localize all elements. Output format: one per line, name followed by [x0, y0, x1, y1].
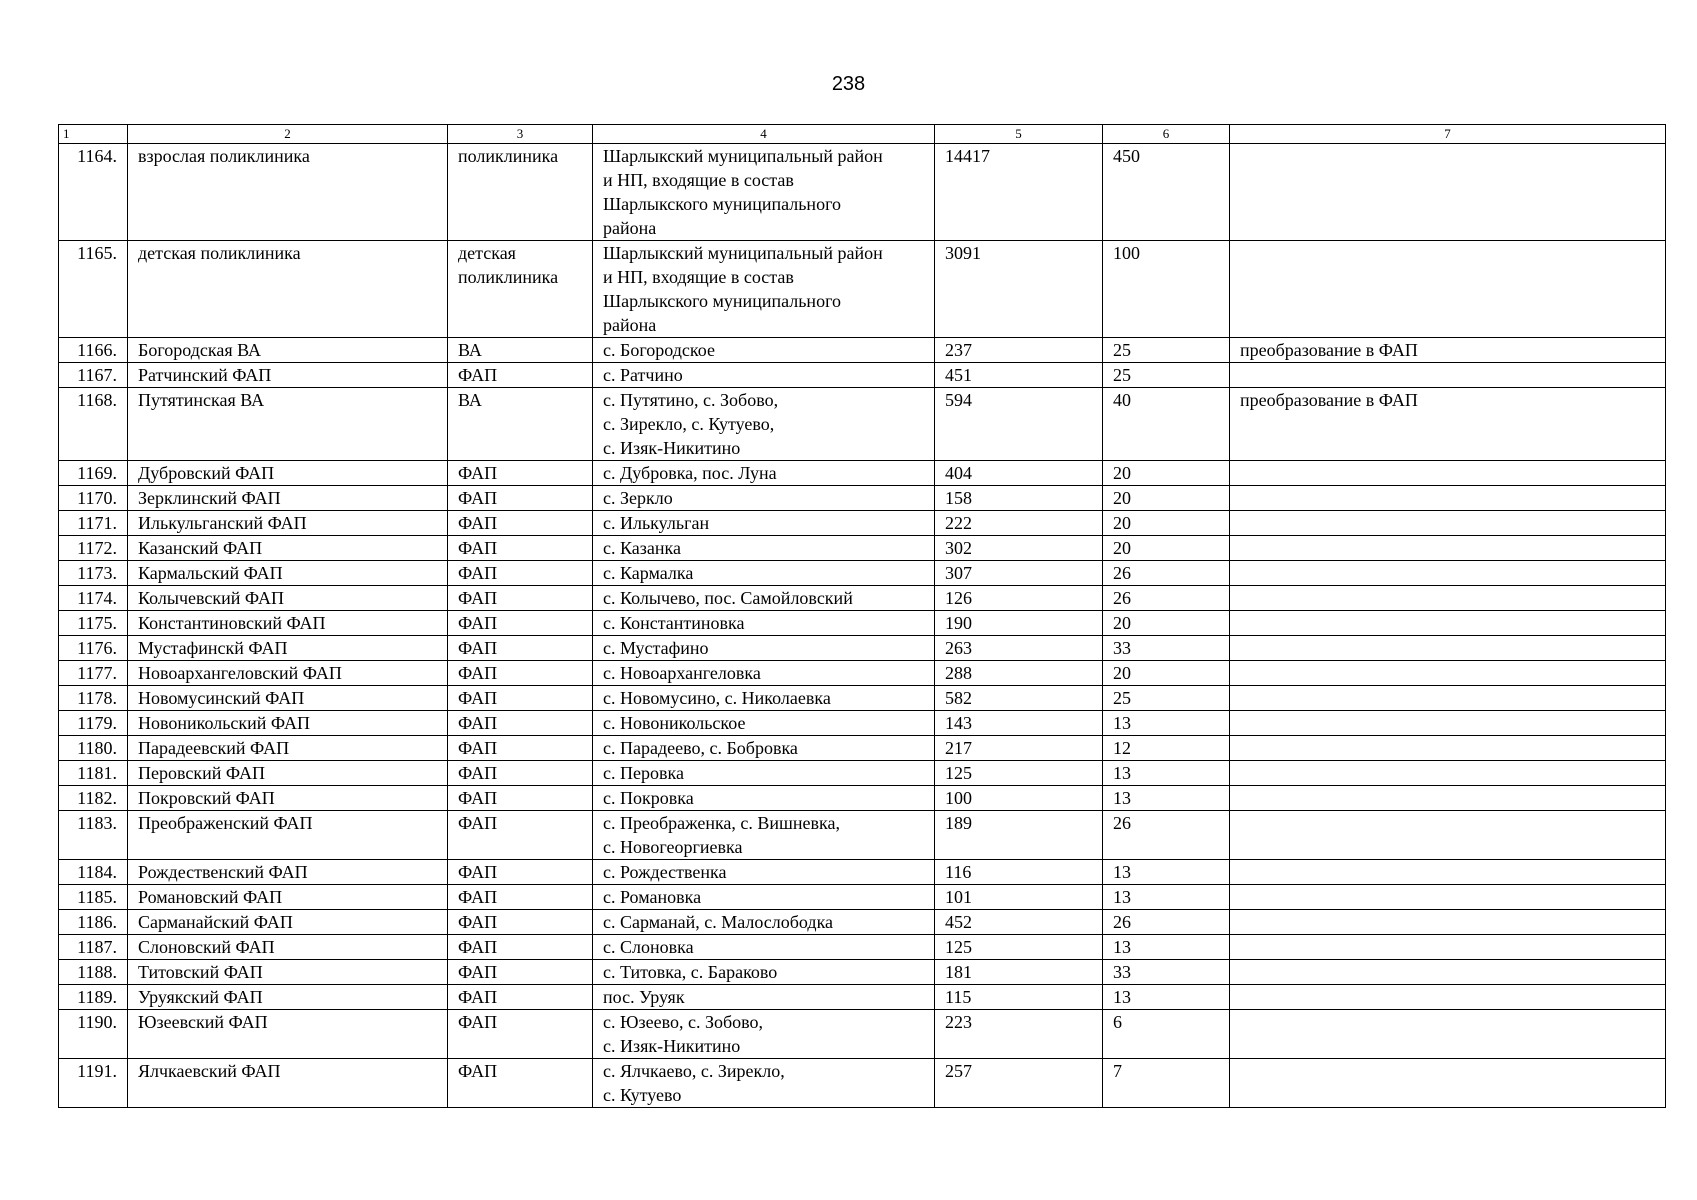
- row-number-cell: 1189.: [59, 985, 128, 1010]
- row-number-cell: 1178.: [59, 686, 128, 711]
- facility-name-cell: Романовский ФАП: [128, 885, 448, 910]
- population-cell: 223: [935, 1010, 1103, 1059]
- service-area-cell: пос. Уруяк: [593, 985, 935, 1010]
- note-cell: [1230, 661, 1666, 686]
- table-row: [59, 388, 1666, 461]
- service-area-cell: Шарлыкский муниципальный район и НП, входящие в состав Шарлыкского муниципального района: [593, 241, 935, 338]
- note-cell: [1230, 761, 1666, 786]
- capacity-cell: 13: [1103, 885, 1230, 910]
- note-cell: [1230, 736, 1666, 761]
- capacity-cell: 13: [1103, 786, 1230, 811]
- population-cell: 307: [935, 561, 1103, 586]
- row-number-cell: 1174.: [59, 586, 128, 611]
- service-area-cell: с. Илькульган: [593, 511, 935, 536]
- service-area-cell: с. Дубровка, пос. Луна: [593, 461, 935, 486]
- facility-name-cell: Новоникольский ФАП: [128, 711, 448, 736]
- table-row: [59, 885, 1666, 910]
- table-row: [59, 960, 1666, 985]
- service-area-cell: с. Сарманай, с. Малослободка: [593, 910, 935, 935]
- note-cell: [1230, 935, 1666, 960]
- column-number-row: [59, 125, 1666, 144]
- note-cell: [1230, 686, 1666, 711]
- column-header-2: 2: [128, 125, 448, 144]
- row-number-cell: 1184.: [59, 860, 128, 885]
- note-cell: [1230, 711, 1666, 736]
- service-area-cell: с. Зеркло: [593, 486, 935, 511]
- facility-name-cell: Преображенский ФАП: [128, 811, 448, 860]
- facility-type-cell: ФАП: [448, 686, 593, 711]
- capacity-cell: 20: [1103, 536, 1230, 561]
- service-area-cell: с. Новоархангеловка: [593, 661, 935, 686]
- note-cell: [1230, 241, 1666, 338]
- capacity-cell: 13: [1103, 860, 1230, 885]
- note-cell: [1230, 144, 1666, 241]
- row-number-cell: 1170.: [59, 486, 128, 511]
- table-row: [59, 1010, 1666, 1059]
- row-number-cell: 1191.: [59, 1059, 128, 1108]
- facility-type-cell: ФАП: [448, 611, 593, 636]
- table-row: [59, 935, 1666, 960]
- table-row: [59, 711, 1666, 736]
- note-cell: [1230, 910, 1666, 935]
- row-number-cell: 1167.: [59, 363, 128, 388]
- service-area-cell: с. Колычево, пос. Самойловский: [593, 586, 935, 611]
- facility-type-cell: ФАП: [448, 536, 593, 561]
- facility-name-cell: Парадеевский ФАП: [128, 736, 448, 761]
- service-area-cell: с. Кармалка: [593, 561, 935, 586]
- row-number-cell: 1166.: [59, 338, 128, 363]
- capacity-cell: 20: [1103, 611, 1230, 636]
- service-area-cell: с. Титовка, с. Бараково: [593, 960, 935, 985]
- note-cell: [1230, 960, 1666, 985]
- population-cell: 143: [935, 711, 1103, 736]
- table-row: [59, 661, 1666, 686]
- row-number-cell: 1182.: [59, 786, 128, 811]
- row-number-cell: 1177.: [59, 661, 128, 686]
- facility-type-cell: ФАП: [448, 935, 593, 960]
- population-cell: 190: [935, 611, 1103, 636]
- facility-type-cell: ФАП: [448, 1059, 593, 1108]
- table-row: [59, 536, 1666, 561]
- population-cell: 257: [935, 1059, 1103, 1108]
- population-cell: 217: [935, 736, 1103, 761]
- table-row: [59, 586, 1666, 611]
- facility-type-cell: детская поликлиника: [448, 241, 593, 338]
- table-row: [59, 611, 1666, 636]
- service-area-cell: с. Юзеево, с. Зобово, с. Изяк-Никитино: [593, 1010, 935, 1059]
- service-area-cell: с. Путятино, с. Зобово, с. Зирекло, с. Кутуево, с. Изяк-Никитино: [593, 388, 935, 461]
- row-number-cell: 1176.: [59, 636, 128, 661]
- capacity-cell: 450: [1103, 144, 1230, 241]
- note-cell: [1230, 536, 1666, 561]
- facility-type-cell: ФАП: [448, 461, 593, 486]
- table-row: [59, 860, 1666, 885]
- population-cell: 125: [935, 761, 1103, 786]
- facility-name-cell: Казанский ФАП: [128, 536, 448, 561]
- service-area-cell: с. Перовка: [593, 761, 935, 786]
- service-area-cell: с. Богородское: [593, 338, 935, 363]
- facility-type-cell: ФАП: [448, 711, 593, 736]
- row-number-cell: 1169.: [59, 461, 128, 486]
- facility-type-cell: ФАП: [448, 860, 593, 885]
- row-number-cell: 1173.: [59, 561, 128, 586]
- table-row: [59, 736, 1666, 761]
- capacity-cell: 26: [1103, 811, 1230, 860]
- service-area-cell: с. Новомусино, с. Николаевка: [593, 686, 935, 711]
- table-row: [59, 338, 1666, 363]
- facility-type-cell: ФАП: [448, 363, 593, 388]
- population-cell: 126: [935, 586, 1103, 611]
- row-number-cell: 1172.: [59, 536, 128, 561]
- facility-type-cell: ВА: [448, 388, 593, 461]
- population-cell: 288: [935, 661, 1103, 686]
- facility-name-cell: Ялчкаевский ФАП: [128, 1059, 448, 1108]
- row-number-cell: 1190.: [59, 1010, 128, 1059]
- note-cell: [1230, 611, 1666, 636]
- facility-name-cell: Кармальский ФАП: [128, 561, 448, 586]
- facility-name-cell: Зерклинский ФАП: [128, 486, 448, 511]
- note-cell: [1230, 511, 1666, 536]
- column-header-7: 7: [1230, 125, 1666, 144]
- note-cell: [1230, 1059, 1666, 1108]
- row-number-cell: 1171.: [59, 511, 128, 536]
- capacity-cell: 13: [1103, 711, 1230, 736]
- note-cell: [1230, 885, 1666, 910]
- row-number-cell: 1180.: [59, 736, 128, 761]
- table-row: [59, 910, 1666, 935]
- facility-name-cell: Перовский ФАП: [128, 761, 448, 786]
- facility-name-cell: Богородская ВА: [128, 338, 448, 363]
- service-area-cell: с. Ялчкаево, с. Зирекло, с. Кутуево: [593, 1059, 935, 1108]
- table-row: [59, 241, 1666, 338]
- population-cell: 181: [935, 960, 1103, 985]
- note-cell: [1230, 1010, 1666, 1059]
- row-number-cell: 1168.: [59, 388, 128, 461]
- note-cell: [1230, 636, 1666, 661]
- note-cell: преобразование в ФАП: [1230, 388, 1666, 461]
- capacity-cell: 6: [1103, 1010, 1230, 1059]
- capacity-cell: 40: [1103, 388, 1230, 461]
- facility-type-cell: ФАП: [448, 736, 593, 761]
- table-row: [59, 486, 1666, 511]
- population-cell: 222: [935, 511, 1103, 536]
- facility-name-cell: Константиновский ФАП: [128, 611, 448, 636]
- capacity-cell: 13: [1103, 985, 1230, 1010]
- capacity-cell: 7: [1103, 1059, 1230, 1108]
- row-number-cell: 1165.: [59, 241, 128, 338]
- capacity-cell: 25: [1103, 686, 1230, 711]
- column-header-5: 5: [935, 125, 1103, 144]
- table-row: [59, 786, 1666, 811]
- facility-name-cell: Титовский ФАП: [128, 960, 448, 985]
- service-area-cell: с. Преображенка, с. Вишневка, с. Новогеоргиевка: [593, 811, 935, 860]
- population-cell: 158: [935, 486, 1103, 511]
- table-body: [59, 144, 1666, 1108]
- facility-name-cell: Колычевский ФАП: [128, 586, 448, 611]
- population-cell: 302: [935, 536, 1103, 561]
- population-cell: 404: [935, 461, 1103, 486]
- table-row: [59, 561, 1666, 586]
- facility-name-cell: Покровский ФАП: [128, 786, 448, 811]
- facility-type-cell: ФАП: [448, 910, 593, 935]
- facility-type-cell: ФАП: [448, 511, 593, 536]
- capacity-cell: 20: [1103, 461, 1230, 486]
- row-number-cell: 1187.: [59, 935, 128, 960]
- facility-name-cell: Новоархангеловский ФАП: [128, 661, 448, 686]
- facility-name-cell: Илькульганский ФАП: [128, 511, 448, 536]
- facility-type-cell: ФАП: [448, 811, 593, 860]
- column-header-3: 3: [448, 125, 593, 144]
- capacity-cell: 26: [1103, 910, 1230, 935]
- capacity-cell: 20: [1103, 486, 1230, 511]
- capacity-cell: 25: [1103, 338, 1230, 363]
- table-row: [59, 985, 1666, 1010]
- facility-type-cell: ФАП: [448, 1010, 593, 1059]
- capacity-cell: 33: [1103, 960, 1230, 985]
- facility-type-cell: ФАП: [448, 885, 593, 910]
- table-row: [59, 811, 1666, 860]
- capacity-cell: 26: [1103, 561, 1230, 586]
- capacity-cell: 33: [1103, 636, 1230, 661]
- facility-name-cell: Путятинская ВА: [128, 388, 448, 461]
- facility-name-cell: Мустафинскй ФАП: [128, 636, 448, 661]
- population-cell: 125: [935, 935, 1103, 960]
- row-number-cell: 1181.: [59, 761, 128, 786]
- row-number-cell: 1186.: [59, 910, 128, 935]
- service-area-cell: с. Мустафино: [593, 636, 935, 661]
- note-cell: [1230, 985, 1666, 1010]
- population-cell: 189: [935, 811, 1103, 860]
- facility-name-cell: Дубровский ФАП: [128, 461, 448, 486]
- service-area-cell: с. Константиновка: [593, 611, 935, 636]
- service-area-cell: Шарлыкский муниципальный район и НП, входящие в состав Шарлыкского муниципального района: [593, 144, 935, 241]
- service-area-cell: с. Ратчино: [593, 363, 935, 388]
- note-cell: [1230, 363, 1666, 388]
- population-cell: 100: [935, 786, 1103, 811]
- table-row: [59, 144, 1666, 241]
- note-cell: преобразование в ФАП: [1230, 338, 1666, 363]
- row-number-cell: 1179.: [59, 711, 128, 736]
- table-row: [59, 686, 1666, 711]
- row-number-cell: 1164.: [59, 144, 128, 241]
- facility-name-cell: Сарманайский ФАП: [128, 910, 448, 935]
- population-cell: 582: [935, 686, 1103, 711]
- row-number-cell: 1185.: [59, 885, 128, 910]
- facility-name-cell: Уруякский ФАП: [128, 985, 448, 1010]
- row-number-cell: 1188.: [59, 960, 128, 985]
- capacity-cell: 100: [1103, 241, 1230, 338]
- column-header-6: 6: [1103, 125, 1230, 144]
- facility-name-cell: Рождественский ФАП: [128, 860, 448, 885]
- note-cell: [1230, 586, 1666, 611]
- capacity-cell: 13: [1103, 935, 1230, 960]
- facility-name-cell: Новомусинский ФАП: [128, 686, 448, 711]
- facility-type-cell: поликлиника: [448, 144, 593, 241]
- facility-name-cell: Слоновский ФАП: [128, 935, 448, 960]
- facility-name-cell: детская поликлиника: [128, 241, 448, 338]
- table-row: [59, 761, 1666, 786]
- table-row: [59, 511, 1666, 536]
- service-area-cell: с. Рождественка: [593, 860, 935, 885]
- population-cell: 14417: [935, 144, 1103, 241]
- population-cell: 451: [935, 363, 1103, 388]
- population-cell: 263: [935, 636, 1103, 661]
- facility-name-cell: взрослая поликлиника: [128, 144, 448, 241]
- facility-type-cell: ФАП: [448, 636, 593, 661]
- note-cell: [1230, 860, 1666, 885]
- note-cell: [1230, 486, 1666, 511]
- population-cell: 452: [935, 910, 1103, 935]
- facility-type-cell: ВА: [448, 338, 593, 363]
- note-cell: [1230, 561, 1666, 586]
- column-header-1: 1: [59, 125, 128, 144]
- population-cell: 115: [935, 985, 1103, 1010]
- service-area-cell: с. Новоникольское: [593, 711, 935, 736]
- population-cell: 594: [935, 388, 1103, 461]
- table-row: [59, 461, 1666, 486]
- facility-type-cell: ФАП: [448, 960, 593, 985]
- capacity-cell: 12: [1103, 736, 1230, 761]
- note-cell: [1230, 786, 1666, 811]
- medical-facilities-table: [58, 124, 1666, 1108]
- page-number: 238: [831, 73, 866, 95]
- service-area-cell: с. Парадеево, с. Бобровка: [593, 736, 935, 761]
- service-area-cell: с. Слоновка: [593, 935, 935, 960]
- capacity-cell: 20: [1103, 511, 1230, 536]
- population-cell: 3091: [935, 241, 1103, 338]
- capacity-cell: 25: [1103, 363, 1230, 388]
- capacity-cell: 13: [1103, 761, 1230, 786]
- column-header-4: 4: [593, 125, 935, 144]
- facility-name-cell: Ратчинский ФАП: [128, 363, 448, 388]
- population-cell: 237: [935, 338, 1103, 363]
- row-number-cell: 1175.: [59, 611, 128, 636]
- facility-type-cell: ФАП: [448, 985, 593, 1010]
- facility-type-cell: ФАП: [448, 661, 593, 686]
- population-cell: 101: [935, 885, 1103, 910]
- table-row: [59, 363, 1666, 388]
- capacity-cell: 20: [1103, 661, 1230, 686]
- facility-name-cell: Юзеевский ФАП: [128, 1010, 448, 1059]
- service-area-cell: с. Казанка: [593, 536, 935, 561]
- capacity-cell: 26: [1103, 586, 1230, 611]
- table-row: [59, 1059, 1666, 1108]
- facility-type-cell: ФАП: [448, 561, 593, 586]
- note-cell: [1230, 811, 1666, 860]
- service-area-cell: с. Романовка: [593, 885, 935, 910]
- note-cell: [1230, 461, 1666, 486]
- row-number-cell: 1183.: [59, 811, 128, 860]
- facility-type-cell: ФАП: [448, 486, 593, 511]
- facility-type-cell: ФАП: [448, 761, 593, 786]
- table-row: [59, 636, 1666, 661]
- facility-type-cell: ФАП: [448, 586, 593, 611]
- facility-type-cell: ФАП: [448, 786, 593, 811]
- population-cell: 116: [935, 860, 1103, 885]
- service-area-cell: с. Покровка: [593, 786, 935, 811]
